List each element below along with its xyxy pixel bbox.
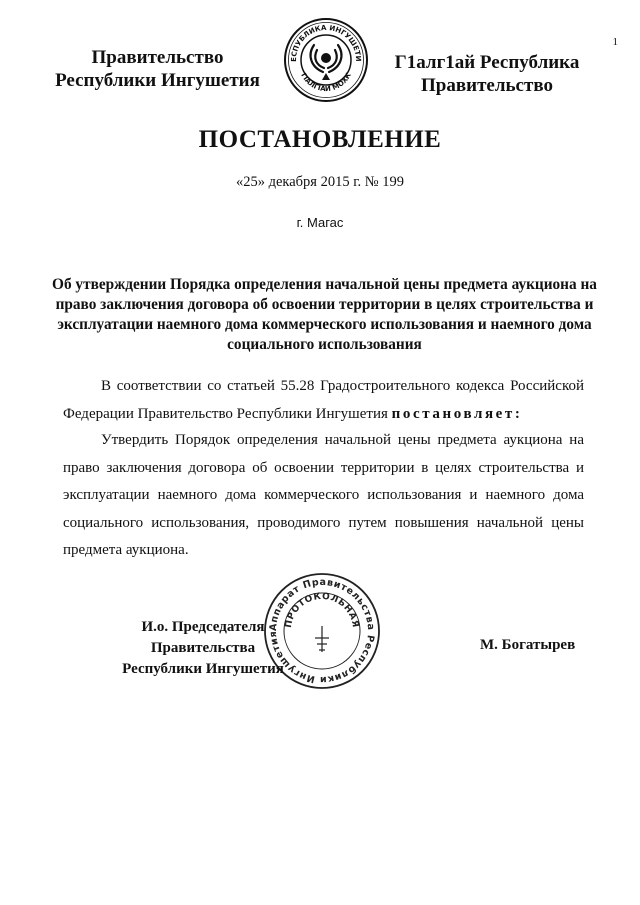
header-right-line1: Г1алг1ай Республика bbox=[394, 52, 580, 73]
resolution-verb: постановляет: bbox=[391, 405, 523, 422]
document-subject: Об утверждении Порядка определения начальной цены предмета аукциона на право заключения договора об освоении территории в целях строительства и эксплуатации наемного дома коммерческого использования и наемного дома социального использования bbox=[52, 276, 597, 353]
emblem-text-top: ЕСПУБЛИКА ИНГУШЕТИ bbox=[289, 23, 363, 62]
preamble-text: В соответствии со статьей 55.28 Градостроительного кодекса Российской Федерации Правительство Республики Ингушетия bbox=[63, 378, 584, 422]
stamp-outer-text: Аппарат Правительства Республики Ингушетия bbox=[267, 576, 377, 686]
signatory-title bbox=[93, 617, 313, 680]
header-left-line2: Республики Ингушетия bbox=[55, 70, 260, 91]
paragraph-preamble bbox=[63, 373, 584, 428]
paragraph-resolution: Утвердить Порядок определения начальной цены предмета аукциона на право заключения договора об освоении территории в целях строительства и эксплуатации наемного дома коммерческого использования и наемного дома социального использования, проводимого путем повышения начальной цены предмета аукциона. bbox=[63, 432, 584, 558]
header-right-line2: Правительство bbox=[421, 75, 553, 96]
header-left bbox=[50, 46, 265, 92]
date-number-line: «25» декабря 2015 г. № 199 bbox=[235, 174, 405, 190]
signatory-title-line1: И.о. Председателя Правительства bbox=[141, 619, 265, 656]
emblem-icon bbox=[283, 17, 369, 103]
header-left-line1: Правительство bbox=[91, 47, 224, 68]
stamp-inner-text: ПРОТОКОЛЬНАЯ bbox=[283, 591, 361, 629]
signatory-title-line2: Республики Ингушетия bbox=[122, 661, 284, 677]
page-number: 1 bbox=[612, 36, 618, 48]
emblem-text-bottom: ГІАЛГІАЙ МОХК bbox=[299, 71, 353, 94]
document-type: ПОСТАНОВЛЕНИЕ bbox=[198, 126, 442, 153]
city-line: г. Магас bbox=[296, 215, 344, 230]
signatory-name: М. Богатырев bbox=[480, 637, 576, 653]
header-right bbox=[382, 51, 592, 97]
